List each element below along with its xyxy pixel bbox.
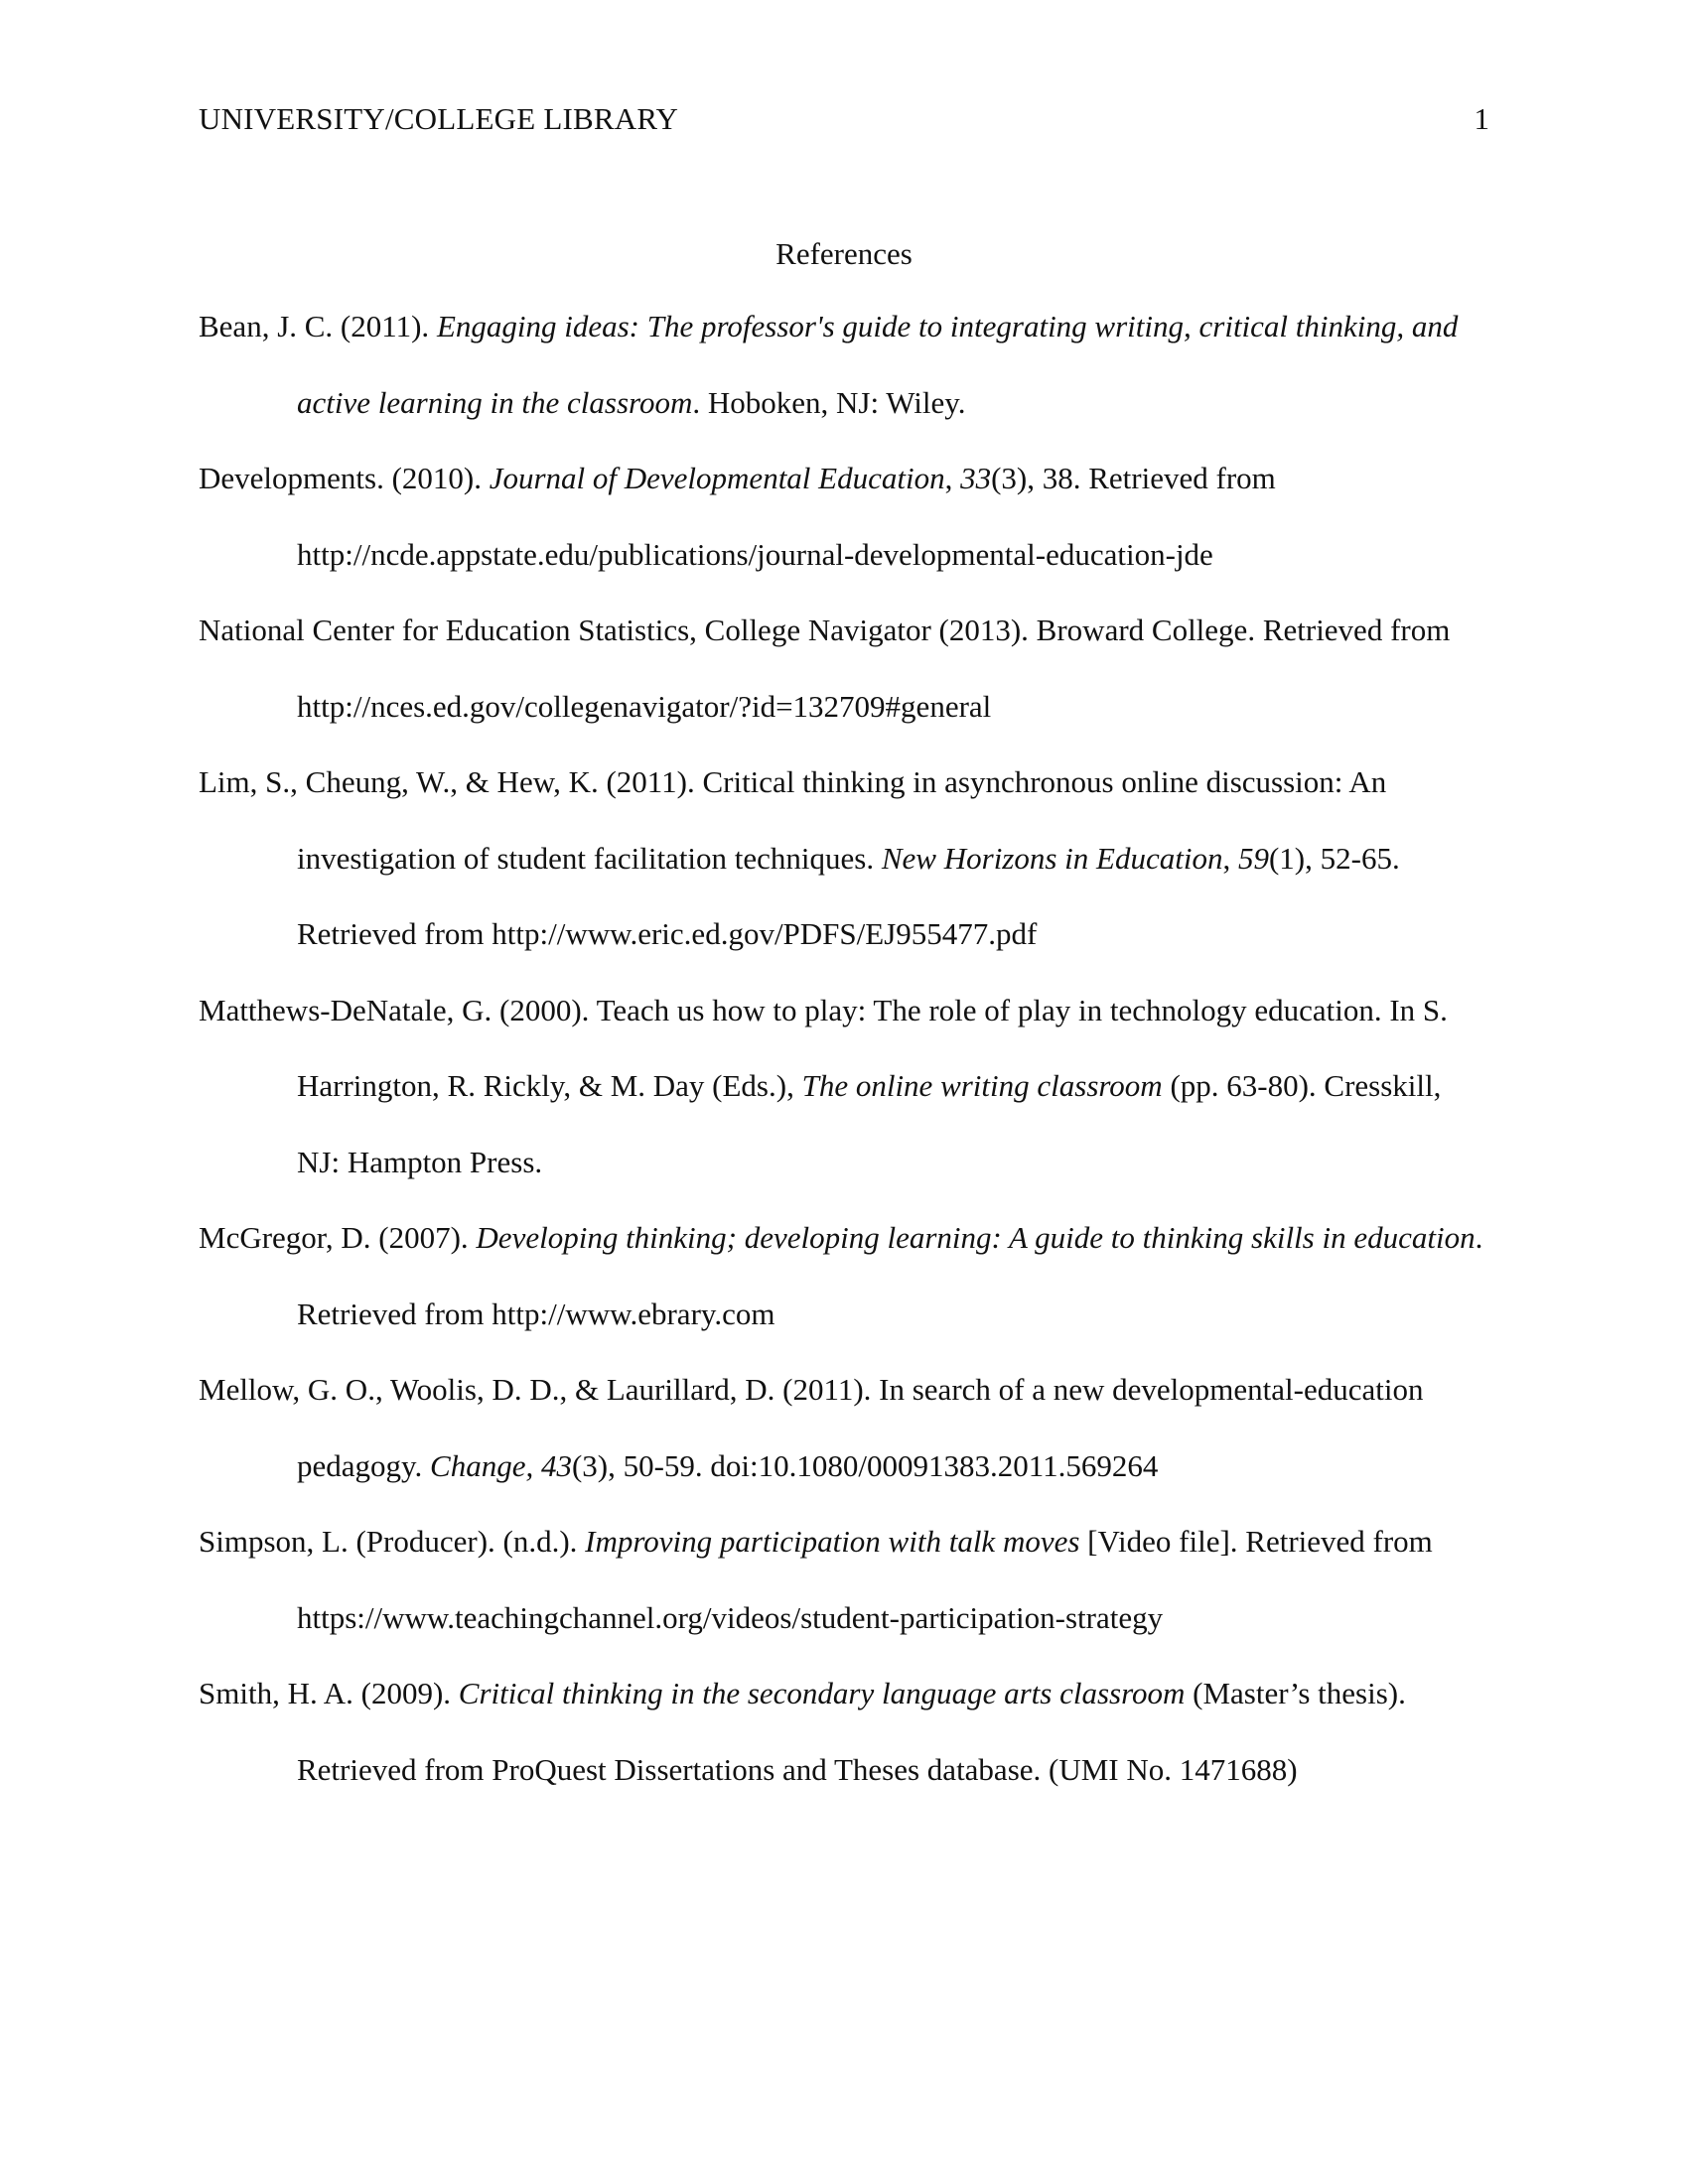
ref-url: http://www.eric.ed.gov/PDFS/EJ955477.pdf	[492, 916, 1038, 951]
ref-journal: New Horizons in Education	[881, 840, 1223, 876]
ref-text: (3), 38. Retrieved from	[991, 461, 1276, 495]
ref-text: (pp. 63-80). Cresskill, NJ: Hampton Press.	[297, 1068, 1442, 1179]
page-number: 1	[1474, 101, 1489, 136]
ref-text: Mellow, G. O., Woolis, D. D., & Laurillard, D. (2011). In search of a new developmental-education pedagogy.	[199, 1372, 1424, 1483]
ref-text: (1), 52-65. Retrieved from	[297, 840, 1400, 951]
reference-entry-nces	[199, 593, 1489, 745]
ref-text: Lim, S., Cheung, W., & Hew, K. (2011). Critical thinking in asynchronous online discussion: An investigation of student facilitation techniques.	[199, 764, 1387, 876]
ref-text: . Retrieved from	[297, 1220, 1483, 1331]
ref-text: Smith, H. A. (2009).	[199, 1676, 459, 1710]
ref-text: ,	[944, 461, 961, 495]
reference-entry-simpson	[199, 1504, 1489, 1656]
running-head: UNIVERSITY/COLLEGE LIBRARY	[199, 101, 679, 136]
reference-entry-matthews-denatale	[199, 973, 1489, 1201]
ref-text: Developments. (2010).	[199, 461, 490, 495]
ref-title: Engaging ideas: The professor's guide to integrating writing, critical thinking, and active learning in the classroom	[297, 309, 1459, 420]
ref-volume: 33	[960, 461, 992, 495]
ref-url: http://ncde.appstate.edu/publications/journal-developmental-education-jde	[297, 536, 1213, 572]
ref-text: McGregor, D. (2007).	[199, 1220, 477, 1255]
ref-text: Bean, J. C. (2011).	[199, 309, 437, 343]
ref-volume: 59	[1237, 840, 1269, 876]
ref-text: . Hoboken, NJ: Wiley.	[692, 384, 966, 420]
ref-title: The online writing classroom	[801, 1068, 1163, 1103]
reference-entry-mcgregor	[199, 1200, 1489, 1352]
references-heading: References	[775, 236, 913, 271]
reference-entry-lim	[199, 745, 1489, 973]
ref-url: https://www.teachingchannel.org/videos/student-participation-strategy	[297, 1599, 1164, 1635]
ref-text: ,	[1222, 840, 1238, 876]
ref-title: Critical thinking in the secondary language arts classroom	[458, 1676, 1186, 1710]
ref-text: Simpson, L. (Producer). (n.d.).	[199, 1524, 586, 1559]
ref-text: (3), 50-59. doi:10.1080/00091383.2011.569264	[571, 1447, 1159, 1483]
ref-url: http://nces.ed.gov/collegenavigator/?id=132709#general	[297, 688, 992, 724]
ref-text: Matthews-DeNatale, G. (2000). Teach us how to play: The role of play in technology education. In S. Harrington, R. Rickly, & M. Day (Eds.),	[199, 992, 1448, 1103]
reference-list	[199, 289, 1489, 1808]
ref-text: (Master’s thesis). Retrieved from ProQuest Dissertations and Theses database. (UMI No. 1471688)	[297, 1676, 1406, 1787]
ref-journal: Journal of Developmental Education	[489, 461, 945, 495]
reference-entry-smith	[199, 1656, 1489, 1808]
reference-entry-developments	[199, 441, 1489, 593]
ref-text: [Video file]. Retrieved from	[1079, 1524, 1433, 1559]
reference-entry-bean	[199, 289, 1489, 441]
ref-text: National Center for Education Statistics, College Navigator (2013). Broward College. Retrieved from	[199, 613, 1451, 647]
ref-title: Developing thinking; developing learning: A guide to thinking skills in education	[476, 1220, 1476, 1255]
ref-url: http://www.ebrary.com	[492, 1296, 775, 1331]
reference-entry-mellow	[199, 1352, 1489, 1504]
ref-title: Improving participation with talk moves	[585, 1524, 1080, 1559]
ref-journal: Change, 43	[430, 1447, 572, 1483]
